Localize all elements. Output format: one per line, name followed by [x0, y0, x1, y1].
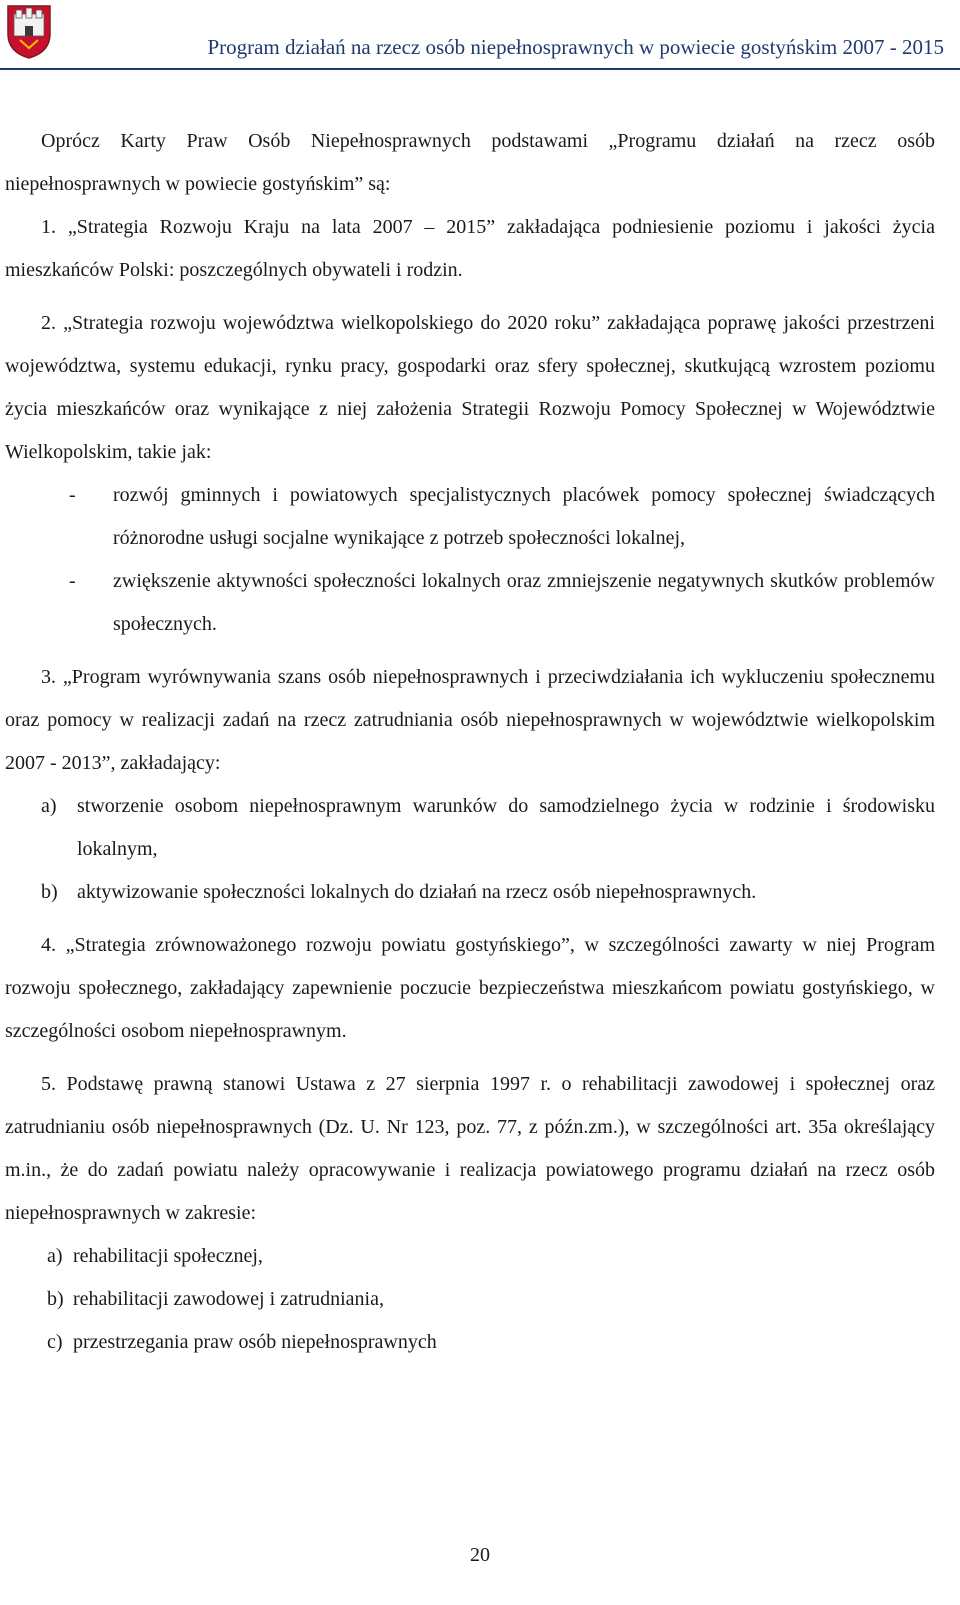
dash-marker: -: [69, 570, 76, 592]
sublist-item: c) przestrzegania praw osób niepełnosprawnych: [5, 1321, 935, 1364]
sublist-item: a) stworzenie osobom niepełnosprawnym warunków do samodzielnego życia w rodzinie i środowisku lokalnym,: [5, 785, 935, 871]
sublist-item: - rozwój gminnych i powiatowych specjalistycznych placówek pomocy społecznej świadczących różnorodne usługi socjalne wynikające z potrzeb społeczności lokalnej,: [5, 474, 935, 560]
list-item-5: 5. Podstawę prawną stanowi Ustawa z 27 sierpnia 1997 r. o rehabilitacji zawodowej i społecznej oraz zatrudnianiu osób niepełnosprawnych (Dz. U. Nr 123, poz. 77, z późn.zm.), w szczególności art. 35a określający m.in., że do zadań powiatu należy opracowywanie i realizacja powiatowego programu działań na rzecz osób niepełnosprawnych w zakresie:: [5, 1073, 935, 1224]
letter-marker: b): [41, 881, 58, 903]
list-item-1: 1. „Strategia Rozwoju Kraju na lata 2007 – 2015” zakładająca podniesienie poziomu i jakości życia mieszkańców Polski: poszczególnych obywateli i rodzin.: [5, 216, 935, 281]
sublist-item: a) rehabilitacji społecznej,: [5, 1235, 935, 1278]
letter-marker: b): [47, 1288, 64, 1310]
document-title: Program działań na rzecz osób niepełnosprawnych w powiecie gostyńskim 2007 - 2015: [207, 35, 944, 59]
sublist-item: b) aktywizowanie społeczności lokalnych do działań na rzecz osób niepełnosprawnych.: [5, 871, 935, 914]
list-item-2: 2. „Strategia rozwoju województwa wielkopolskiego do 2020 roku” zakładająca poprawę jakości przestrzeni województwa, systemu edukacji, rynku pracy, gospodarki oraz sfery społecznej, skutkującą wzrostem poziomu życia mieszkańców oraz wynikające z niej założenia Strategii Rozwoju Pomocy Społecznej w Województwie Wielkopolskim, takie jak:: [5, 312, 935, 463]
letter-marker: c): [47, 1331, 63, 1353]
sublist-item: - zwiększenie aktywności społeczności lokalnych oraz zmniejszenie negatywnych skutków problemów społecznych.: [5, 560, 935, 646]
dash-marker: -: [69, 484, 76, 506]
letter-marker: a): [47, 1245, 63, 1267]
coat-of-arms-icon: [6, 4, 52, 60]
page-number: 20: [470, 1544, 490, 1566]
list-item-3: 3. „Program wyrównywania szans osób niepełnosprawnych i przeciwdziałania ich wykluczeniu społecznemu oraz pomocy w realizacji zadań na rzecz zatrudniania osób niepełnosprawnych w województwie wielkopolskim 2007 - 2013”, zakładający:: [5, 666, 935, 774]
intro-paragraph: Oprócz Karty Praw Osób Niepełnosprawnych podstawami „Programu działań na rzecz osób niepełnosprawnych w powiecie gostyńskim” są:: [5, 130, 935, 195]
item-5-sublist: [5, 1235, 935, 1364]
header-divider: [0, 68, 960, 70]
sublist-item: b) rehabilitacji zawodowej i zatrudniania,: [5, 1278, 935, 1321]
document-body: [5, 120, 935, 1364]
page-header: [0, 0, 960, 72]
item-3-sublist: [5, 785, 935, 914]
item-2-sublist: [5, 474, 935, 646]
letter-marker: a): [41, 795, 57, 817]
list-item-4: 4. „Strategia zrównoważonego rozwoju powiatu gostyńskiego”, w szczególności zawarty w niej Program rozwoju społecznego, zakładający zapewnienie poczucie bezpieczeństwa mieszkańcom powiatu gostyńskiego, w szczególności osobom niepełnosprawnym.: [5, 934, 935, 1042]
